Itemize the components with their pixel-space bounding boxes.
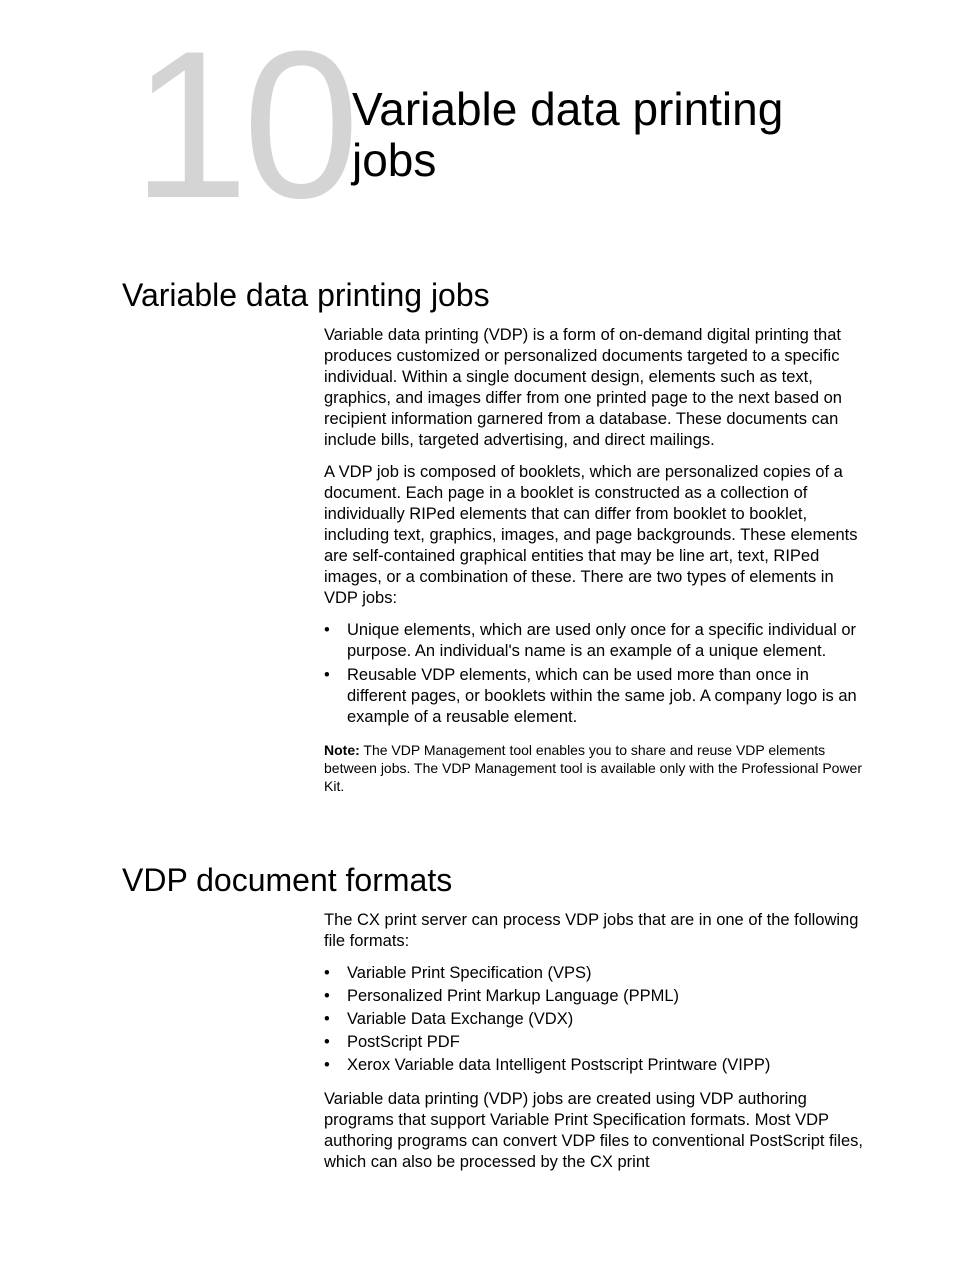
section-heading-vdp-jobs: Variable data printing jobs xyxy=(122,277,490,313)
note-text: The VDP Management tool enables you to share and reuse VDP elements between jobs. The VDP Management tool is available only with the Professional Power Kit. xyxy=(324,742,863,794)
bullet-icon: • xyxy=(324,987,330,1005)
note xyxy=(324,741,864,795)
bullet-icon: • xyxy=(324,621,330,639)
paragraph-vdp-job-composition: A VDP job is composed of booklets, which are personalized copies of a document. Each page in a booklet is constructed as a collection of individually RIPed elements that can differ from booklet to booklet, including text, graphics, images, and page backgrounds. These elements are self-contained graphical entities that may be line art, text, RIPed images, or a combination of these. There are two types of elements in VDP jobs: xyxy=(324,463,858,607)
list-item-text: Reusable VDP elements, which can be used more than once in different pages, or booklets within the same job. A company logo is an example of a reusable element. xyxy=(347,666,857,726)
bullet-icon: • xyxy=(324,1010,330,1028)
list-item xyxy=(324,986,864,1007)
list-item-text: Xerox Variable data Intelligent Postscript Printware (VIPP) xyxy=(347,1056,771,1074)
chapter-title: Variable data printing jobs xyxy=(352,83,784,186)
list-item xyxy=(324,665,864,728)
bullet-icon: • xyxy=(324,666,330,684)
list-item xyxy=(324,1032,864,1053)
list-item-text: Variable Data Exchange (VDX) xyxy=(347,1010,574,1028)
list-item xyxy=(324,1009,864,1030)
section-body-vdp-formats xyxy=(324,910,864,1184)
paragraph-formats-closing: Variable data printing (VDP) jobs are created using VDP authoring programs that support Variable Print Specification formats. Most VDP authoring programs can convert VDP files to conventional PostScript files, which can also be processed by the CX print xyxy=(324,1090,863,1171)
bullet-icon: • xyxy=(324,1056,330,1074)
bullet-icon: • xyxy=(324,964,330,982)
list-item-text: Personalized Print Markup Language (PPML) xyxy=(347,987,680,1005)
element-types-list xyxy=(324,620,864,728)
list-item-text: Unique elements, which are used only once for a specific individual or purpose. An individual's name is an example of a unique element. xyxy=(347,621,857,660)
list-item xyxy=(324,1055,864,1076)
list-item-text: Variable Print Specification (VPS) xyxy=(347,964,592,982)
bullet-icon: • xyxy=(324,1033,330,1051)
note-label: Note: xyxy=(324,742,360,758)
paragraph-formats-intro: The CX print server can process VDP jobs that are in one of the following file formats: xyxy=(324,911,859,950)
section-heading-vdp-formats: VDP document formats xyxy=(122,862,453,898)
list-item xyxy=(324,620,864,662)
paragraph-vdp-definition: Variable data printing (VDP) is a form of on-demand digital printing that produces customized or personalized documents targeted to a specific individual. Within a single document design, elements such as text, graphics, and images differ from one printed page to the next based on recipient information garnered from a database. These documents can include bills, targeted advertising, and direct mailings. xyxy=(324,326,842,449)
formats-list xyxy=(324,963,864,1076)
list-item xyxy=(324,963,864,984)
section-body-vdp-jobs xyxy=(324,325,864,806)
chapter-number: 10 xyxy=(132,7,354,242)
list-item-text: PostScript PDF xyxy=(347,1033,460,1051)
